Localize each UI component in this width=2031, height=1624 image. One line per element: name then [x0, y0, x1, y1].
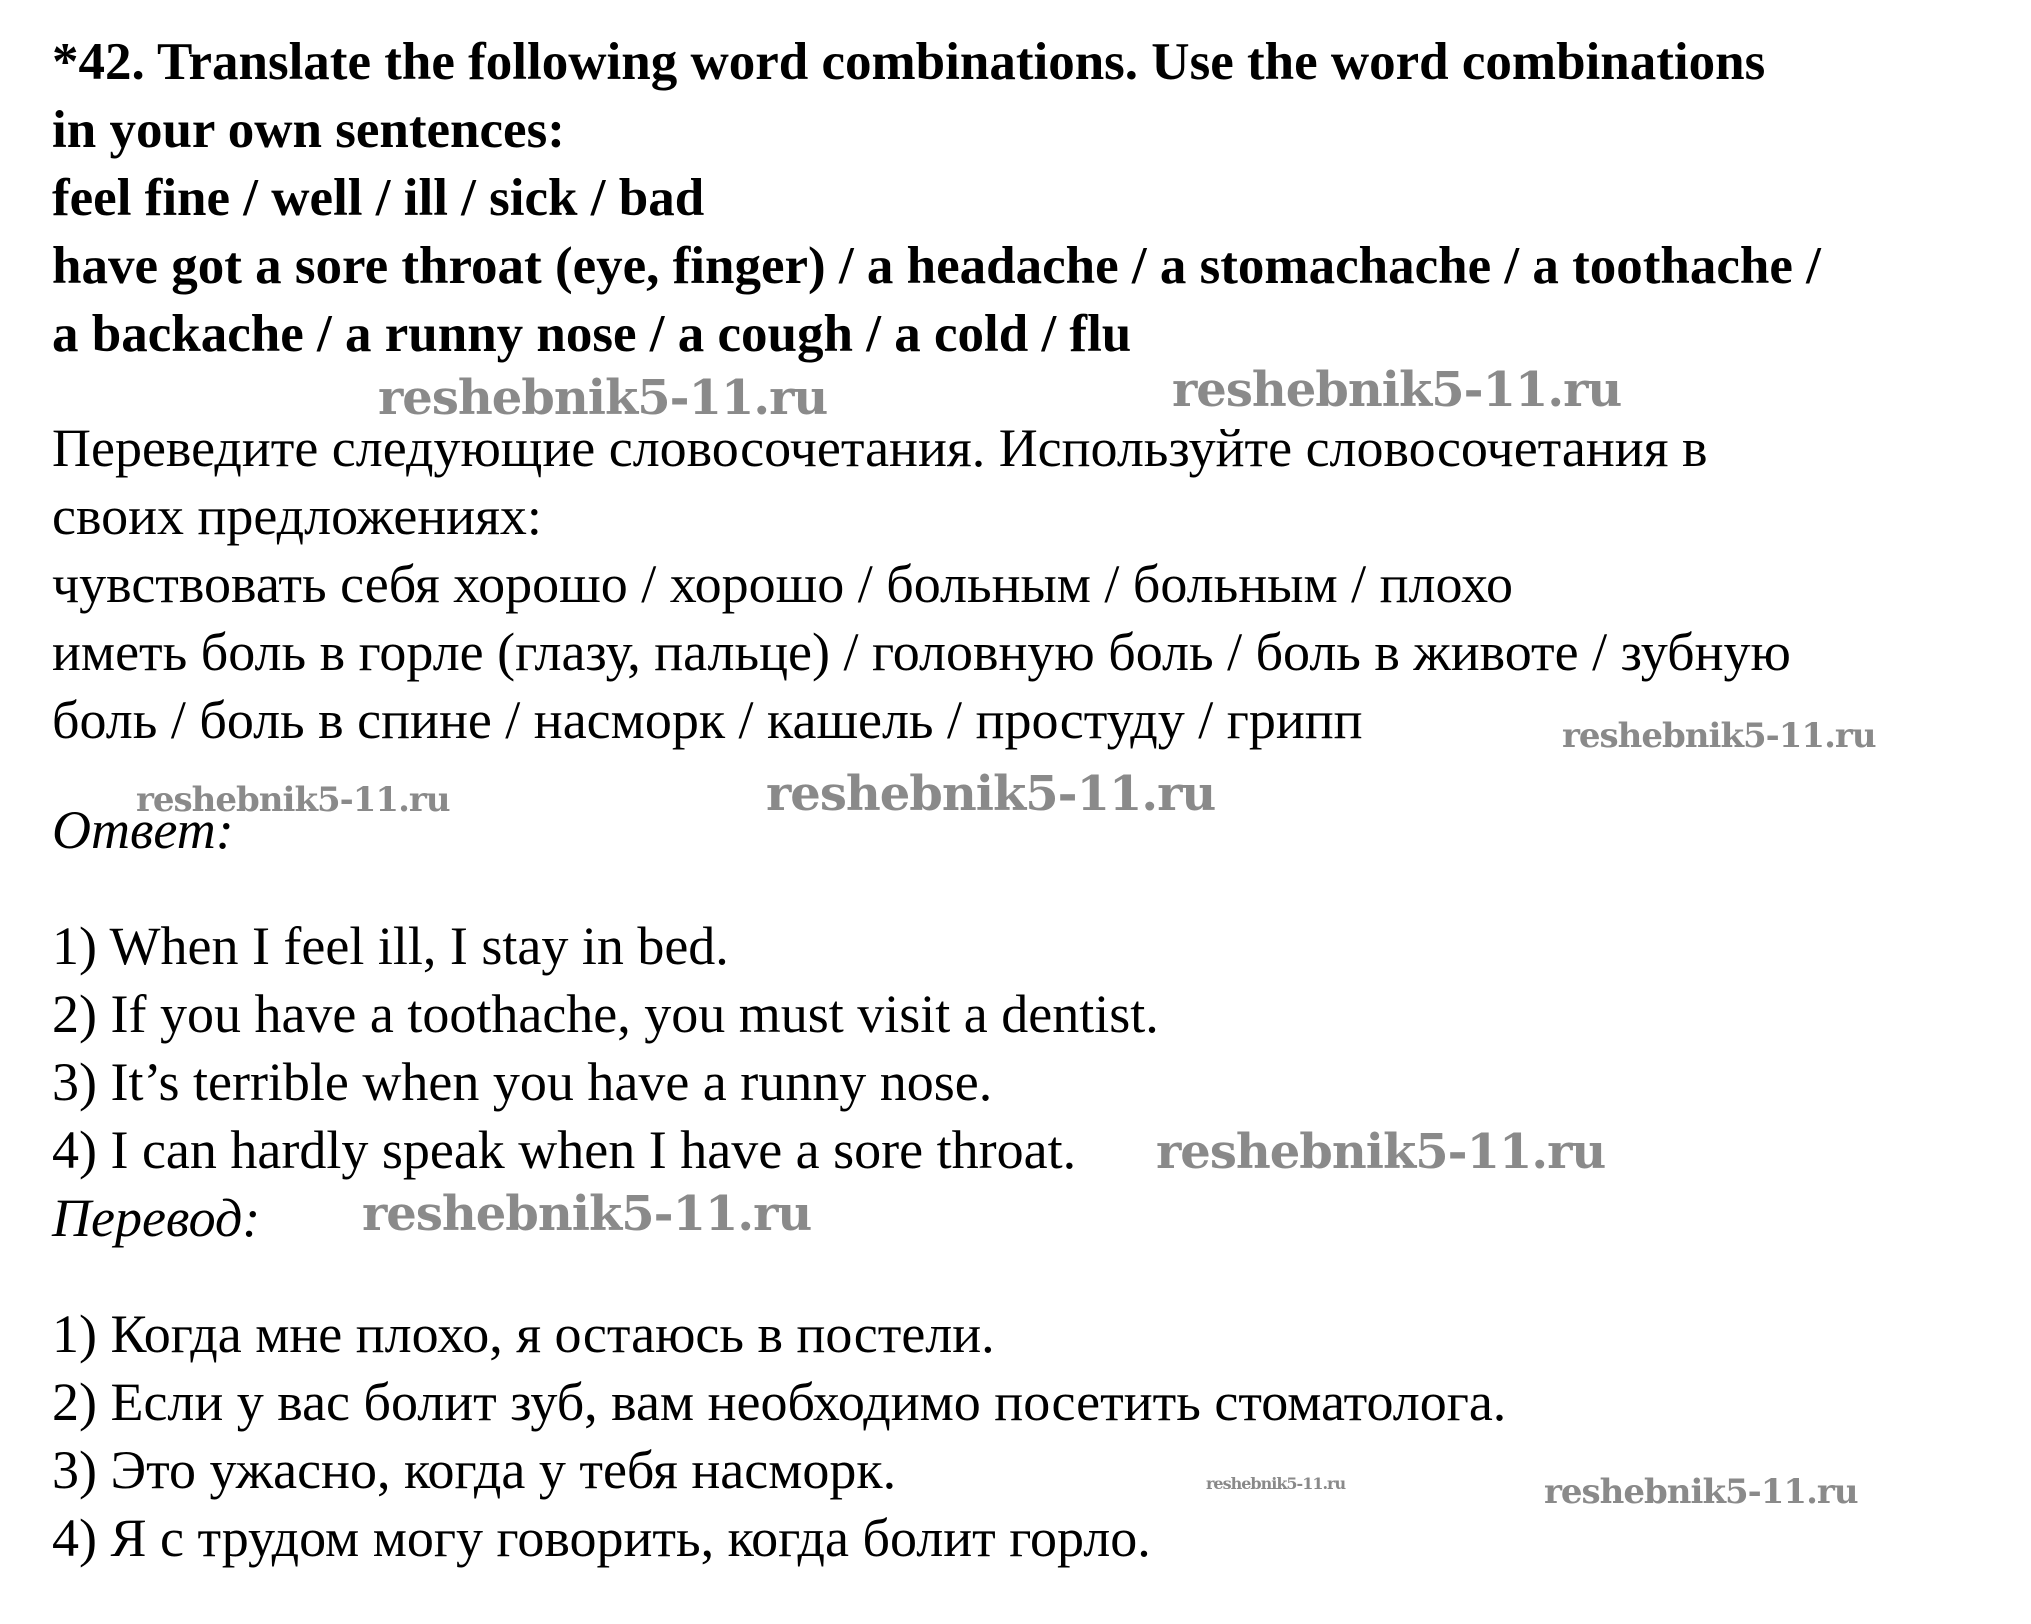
watermark: reshebnik5-11.ru [766, 766, 1216, 822]
translation-task-line-1: Переведите следующие словосочетания. Используйте словосочетания в [52, 418, 1708, 478]
translation-item-2: 2) Если у вас болит зуб, вам необходимо посетить стоматолога. [52, 1372, 1507, 1432]
translation-task-line-2: своих предложениях: [52, 486, 542, 546]
watermark: reshebnik5-11.ru [136, 780, 450, 820]
translation-item-3: 3) Это ужасно, когда у тебя насморк. [52, 1440, 897, 1500]
watermark: reshebnik5-11.ru [378, 370, 828, 426]
translation-item-4: 4) Я с трудом могу говорить, когда болит горло. [52, 1508, 1151, 1568]
task-line-5: a backache / a runny nose / a cough / a cold / flu [52, 305, 1132, 363]
watermark: reshebnik5-11.ru [1562, 716, 1876, 756]
translation-task-line-5: боль / боль в спине / насморк / кашель / простуду / грипп [52, 690, 1363, 750]
task-line-2: in your own sentences: [52, 101, 565, 159]
answer-item-4: 4) I can hardly speak when I have a sore throat. [52, 1120, 1077, 1180]
task-line-4: have got a sore throat (eye, finger) / a headache / a stomachache / a toothache / [52, 237, 1821, 295]
translation-heading: Перевод: [52, 1188, 261, 1248]
task-line-1: *42. Translate the following word combinations. Use the word combinations [52, 33, 1766, 91]
answer-item-1: 1) When I feel ill, I stay in bed. [52, 916, 729, 976]
answer-item-2: 2) If you have a toothache, you must visit a dentist. [52, 984, 1159, 1044]
translation-task-line-4: иметь боль в горле (глазу, пальце) / головную боль / боль в животе / зубную [52, 622, 1791, 682]
watermark: reshebnik5-11.ru [1156, 1124, 1606, 1180]
answer-item-3: 3) It’s terrible when you have a runny nose. [52, 1052, 993, 1112]
translation-item-1: 1) Когда мне плохо, я остаюсь в постели. [52, 1304, 995, 1364]
watermark: reshebnik5-11.ru [362, 1186, 812, 1242]
watermark: reshebnik5-11.ru [1544, 1472, 1858, 1512]
translation-task-line-3: чувствовать себя хорошо / хорошо / больным / больным / плохо [52, 554, 1514, 614]
answer-heading: Ответ: [52, 800, 234, 860]
task-line-3: feel fine / well / ill / sick / bad [52, 169, 705, 227]
watermark: reshebnik5-11.ru [1172, 362, 1622, 418]
watermark: reshebnik5-11.ru [1206, 1474, 1346, 1493]
